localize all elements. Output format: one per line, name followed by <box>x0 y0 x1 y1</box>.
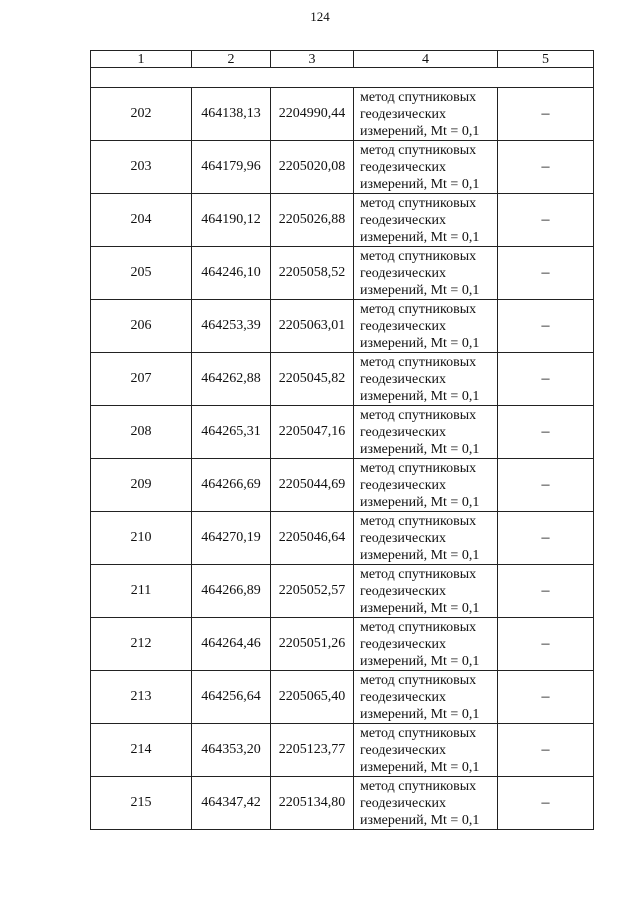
point-number-cell: 208 <box>91 406 192 459</box>
section-row <box>91 68 594 88</box>
point-number-cell: 213 <box>91 671 192 724</box>
method-cell <box>354 194 498 247</box>
point-number-cell: 211 <box>91 565 192 618</box>
method-line: метод спутниковых <box>360 513 477 529</box>
coord-y-cell: 2205020,08 <box>271 141 354 194</box>
coord-y-cell: 2205044,69 <box>271 459 354 512</box>
method-line: измерений, Mt = 0,1 <box>360 653 480 669</box>
method-line: измерений, Mt = 0,1 <box>360 759 480 775</box>
column-header: 3 <box>271 51 354 68</box>
method-cell <box>354 300 498 353</box>
point-number-cell: 214 <box>91 724 192 777</box>
accuracy-cell: – <box>498 300 594 353</box>
method-line: геодезических <box>360 424 447 440</box>
method-line: метод спутниковых <box>360 248 477 264</box>
method-line: измерений, Mt = 0,1 <box>360 388 480 404</box>
table-row <box>91 565 594 618</box>
method-line: измерений, Mt = 0,1 <box>360 123 480 139</box>
coordinates-table <box>90 50 594 830</box>
table-row <box>91 194 594 247</box>
method-line: метод спутниковых <box>360 566 477 582</box>
coord-y-cell: 2204990,44 <box>271 88 354 141</box>
coord-y-cell: 2205052,57 <box>271 565 354 618</box>
method-line: метод спутниковых <box>360 672 477 688</box>
method-cell <box>354 618 498 671</box>
coord-x-cell: 464266,69 <box>192 459 271 512</box>
accuracy-cell: – <box>498 724 594 777</box>
method-cell <box>354 565 498 618</box>
coord-y-cell: 2205123,77 <box>271 724 354 777</box>
column-header: 4 <box>354 51 498 68</box>
method-cell <box>354 459 498 512</box>
coord-y-cell: 2205047,16 <box>271 406 354 459</box>
method-cell <box>354 353 498 406</box>
method-line: измерений, Mt = 0,1 <box>360 706 480 722</box>
point-number-cell: 210 <box>91 512 192 565</box>
table-row <box>91 777 594 830</box>
method-line: измерений, Mt = 0,1 <box>360 547 480 563</box>
coord-y-cell: 2205065,40 <box>271 671 354 724</box>
point-number-cell: 206 <box>91 300 192 353</box>
point-number-cell: 202 <box>91 88 192 141</box>
method-line: измерений, Mt = 0,1 <box>360 335 480 351</box>
method-line: измерений, Mt = 0,1 <box>360 812 480 828</box>
table-row <box>91 353 594 406</box>
method-cell <box>354 724 498 777</box>
coord-x-cell: 464138,13 <box>192 88 271 141</box>
accuracy-cell: – <box>498 194 594 247</box>
coord-y-cell: 2205045,82 <box>271 353 354 406</box>
method-line: геодезических <box>360 742 447 758</box>
accuracy-cell: – <box>498 406 594 459</box>
point-number-cell: 203 <box>91 141 192 194</box>
coord-x-cell: 464270,19 <box>192 512 271 565</box>
method-line: геодезических <box>360 477 447 493</box>
method-line: геодезических <box>360 530 447 546</box>
point-number-cell: 212 <box>91 618 192 671</box>
method-line: измерений, Mt = 0,1 <box>360 600 480 616</box>
method-line: геодезических <box>360 689 447 705</box>
column-header: 2 <box>192 51 271 68</box>
method-line: метод спутниковых <box>360 354 477 370</box>
accuracy-cell: – <box>498 459 594 512</box>
coord-x-cell: 464266,89 <box>192 565 271 618</box>
point-number-cell: 204 <box>91 194 192 247</box>
coord-y-cell: 2205051,26 <box>271 618 354 671</box>
table-row <box>91 88 594 141</box>
method-line: метод спутниковых <box>360 778 477 794</box>
coord-y-cell: 2205063,01 <box>271 300 354 353</box>
method-line: метод спутниковых <box>360 142 477 158</box>
method-line: геодезических <box>360 636 447 652</box>
point-number-cell: 205 <box>91 247 192 300</box>
coord-x-cell: 464265,31 <box>192 406 271 459</box>
table-row <box>91 141 594 194</box>
coord-x-cell: 464179,96 <box>192 141 271 194</box>
method-line: метод спутниковых <box>360 725 477 741</box>
table-row <box>91 512 594 565</box>
method-line: измерений, Mt = 0,1 <box>360 494 480 510</box>
coord-x-cell: 464256,64 <box>192 671 271 724</box>
accuracy-cell: – <box>498 353 594 406</box>
accuracy-cell: – <box>498 247 594 300</box>
method-line: геодезических <box>360 159 447 175</box>
accuracy-cell: – <box>498 777 594 830</box>
method-cell <box>354 671 498 724</box>
table-row <box>91 724 594 777</box>
coord-x-cell: 464246,10 <box>192 247 271 300</box>
coord-x-cell: 464190,12 <box>192 194 271 247</box>
point-number-cell: 215 <box>91 777 192 830</box>
method-cell <box>354 777 498 830</box>
point-number-cell: 207 <box>91 353 192 406</box>
table-row <box>91 618 594 671</box>
method-line: метод спутниковых <box>360 301 477 317</box>
column-header: 5 <box>498 51 594 68</box>
method-line: геодезических <box>360 318 447 334</box>
coord-x-cell: 464262,88 <box>192 353 271 406</box>
method-line: геодезических <box>360 371 447 387</box>
method-line: метод спутниковых <box>360 89 477 105</box>
table-header-row <box>91 51 594 68</box>
method-cell <box>354 141 498 194</box>
method-cell <box>354 88 498 141</box>
table-row <box>91 406 594 459</box>
method-line: геодезических <box>360 583 447 599</box>
method-cell <box>354 512 498 565</box>
accuracy-cell: – <box>498 88 594 141</box>
coord-y-cell: 2205026,88 <box>271 194 354 247</box>
method-cell <box>354 406 498 459</box>
accuracy-cell: – <box>498 618 594 671</box>
coord-x-cell: 464264,46 <box>192 618 271 671</box>
method-line: метод спутниковых <box>360 195 477 211</box>
accuracy-cell: – <box>498 141 594 194</box>
accuracy-cell: – <box>498 565 594 618</box>
method-line: измерений, Mt = 0,1 <box>360 176 480 192</box>
coord-x-cell: 464253,39 <box>192 300 271 353</box>
accuracy-cell: – <box>498 671 594 724</box>
method-line: метод спутниковых <box>360 619 477 635</box>
method-line: геодезических <box>360 106 447 122</box>
method-line: геодезических <box>360 265 447 281</box>
method-line: измерений, Mt = 0,1 <box>360 282 480 298</box>
method-line: измерений, Mt = 0,1 <box>360 229 480 245</box>
coord-y-cell: 2205046,64 <box>271 512 354 565</box>
table-row <box>91 300 594 353</box>
coord-x-cell: 464353,20 <box>192 724 271 777</box>
table-row <box>91 247 594 300</box>
coord-x-cell: 464347,42 <box>192 777 271 830</box>
method-cell <box>354 247 498 300</box>
column-header: 1 <box>91 51 192 68</box>
section-cell <box>91 68 594 88</box>
method-line: метод спутниковых <box>360 407 477 423</box>
method-line: метод спутниковых <box>360 460 477 476</box>
table-row <box>91 671 594 724</box>
accuracy-cell: – <box>498 512 594 565</box>
coord-y-cell: 2205058,52 <box>271 247 354 300</box>
coord-y-cell: 2205134,80 <box>271 777 354 830</box>
point-number-cell: 209 <box>91 459 192 512</box>
method-line: геодезических <box>360 212 447 228</box>
table-row <box>91 459 594 512</box>
method-line: геодезических <box>360 795 447 811</box>
method-line: измерений, Mt = 0,1 <box>360 441 480 457</box>
page-number: 124 <box>310 9 330 24</box>
